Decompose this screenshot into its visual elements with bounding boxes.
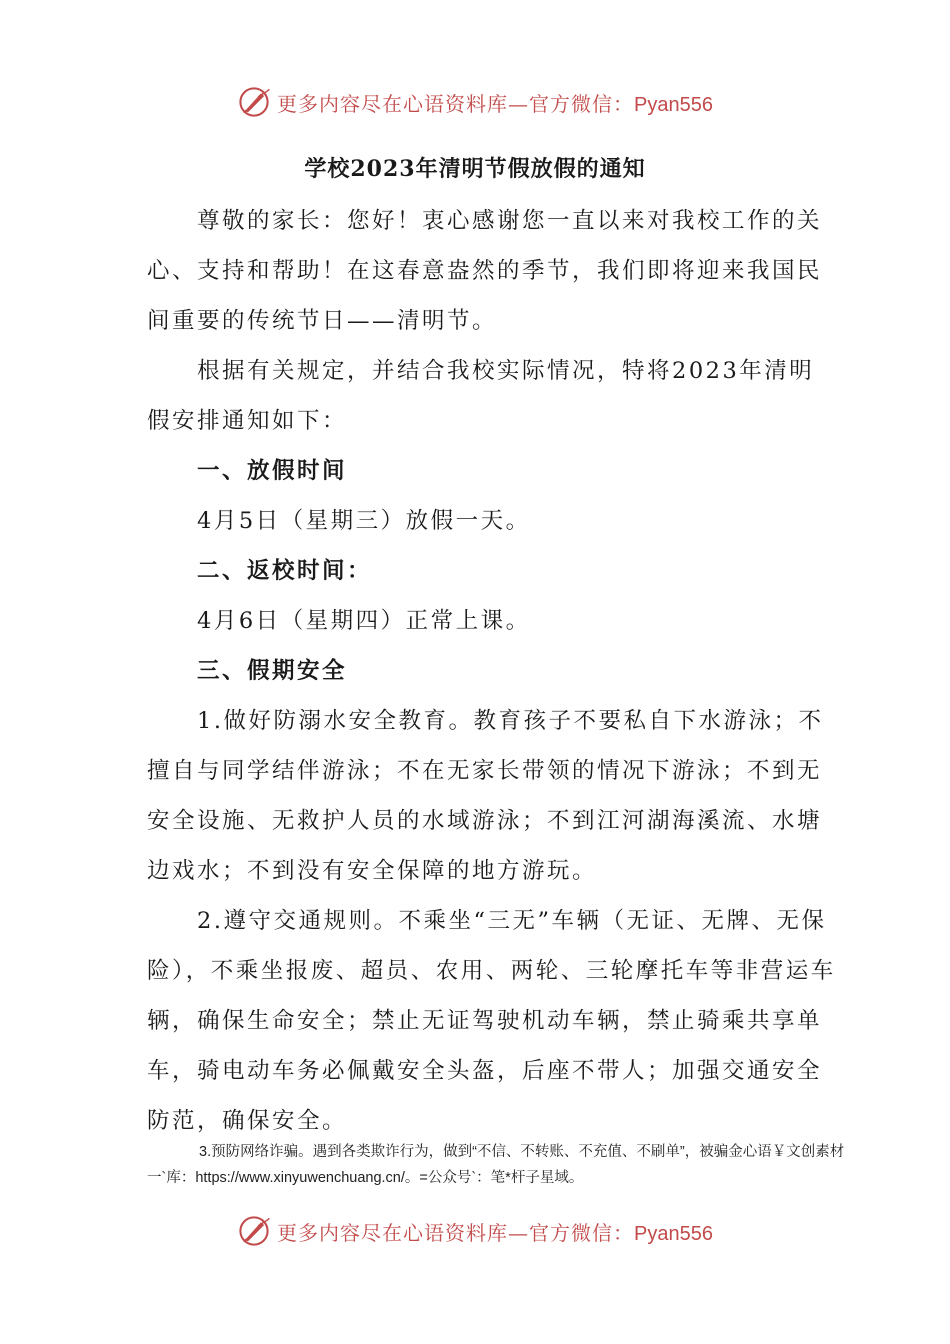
holiday-time-text: 4月5日（星期三）放假一天。 — [197, 508, 531, 534]
page-title: 学校2023年清明节假放假的通知 — [304, 156, 646, 182]
section-heading-holiday-time: 一、放假时间 — [197, 458, 348, 484]
safety-item-water: 1.做好防溺水安全教育。教育孩子不要私自下水游泳；不擅自与同学结伴游泳；不在无家长带领的情况下游泳；不到无安全设施、无救护人员的水域游泳；不到江河湖海溪流、水塘边戏水；不到没有安全保障的地方游玩。 — [147, 708, 824, 884]
wechat-id: Pyan556 — [634, 1222, 713, 1245]
banner-text: 更多内容尽在心语资料库—官方微信：Pyan556 — [277, 91, 713, 116]
wechat-id: Pyan556 — [634, 93, 713, 116]
return-time-text: 4月6日（星期四）正常上课。 — [197, 608, 531, 634]
banner-text: 更多内容尽在心语资料库—官方微信：Pyan556 — [277, 1220, 713, 1245]
header-banner — [0, 82, 950, 122]
footer-banner — [0, 1211, 950, 1251]
quill-pen-logo-icon — [237, 1214, 271, 1248]
safety-item-fraud: 3.预防网络诈骗。遇到各类欺诈行为，做到“不信、不转账、不充值、不刷单”，被骗金心语￥文创素材一`库：https://www.xinyuwenchuang.cn/。=公众号`：笔*杆子星域。 — [147, 1144, 845, 1186]
safety-item-traffic: 2.遵守交通规则。不乘坐“三无”车辆（无证、无牌、无保险），不乘坐报废、超员、农用、两轮、三轮摩托车等非营运车辆，确保生命安全；禁止无证驾驶机动车辆，禁止骑乘共享单车，骑电动车务必佩戴安全头盔，后座不带人；加强交通安全防范，确保安全。 — [147, 908, 836, 1134]
intro-paragraph: 根据有关规定，并结合我校实际情况，特将2023年清明假安排通知如下： — [147, 358, 815, 434]
greeting-paragraph: 尊敬的家长：您好！衷心感谢您一直以来对我校工作的关心、支持和帮助！在这春意盎然的季节，我们即将迎来我国民间重要的传统节日——清明节。 — [147, 208, 823, 334]
section-heading-return-time: 二、返校时间： — [197, 558, 373, 584]
section-heading-safety: 三、假期安全 — [197, 658, 348, 684]
quill-pen-logo-icon — [237, 85, 271, 119]
